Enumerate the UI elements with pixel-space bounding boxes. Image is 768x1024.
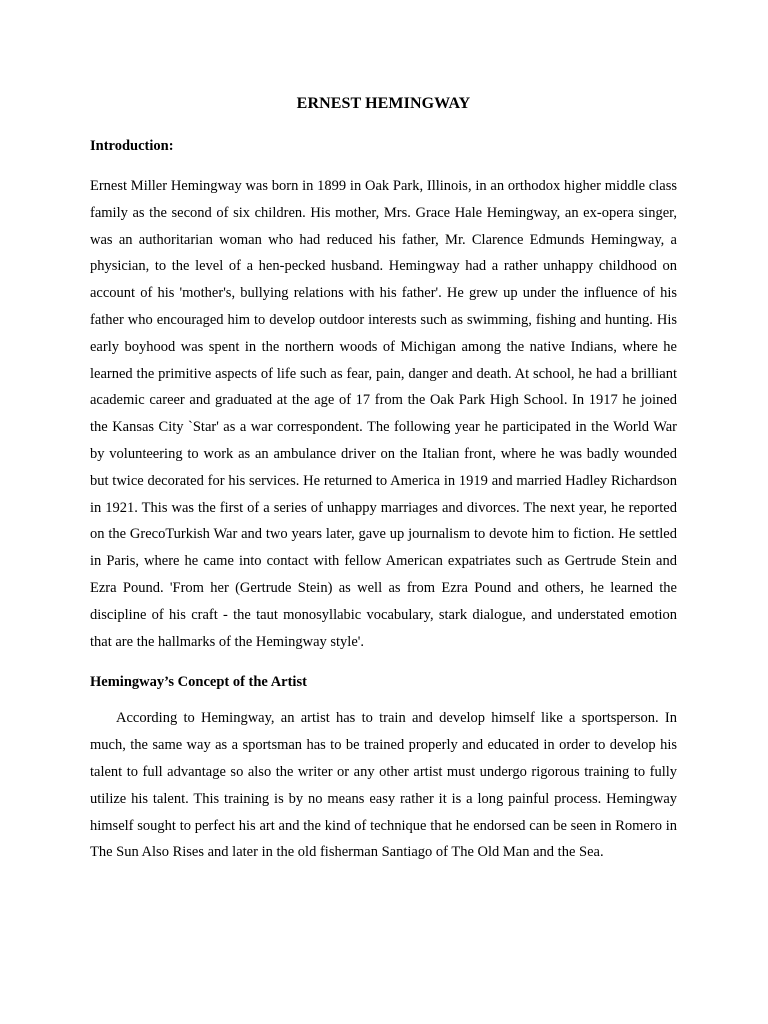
section-heading-concept-of-artist: Hemingway’s Concept of the Artist (90, 674, 307, 691)
section-heading-introduction: Introduction: (90, 138, 174, 154)
document-page (90, 94, 677, 866)
section-paragraph-introduction: Ernest Miller Hemingway was born in 1899 in Oak Park, Illinois, in an orthodox higher middle class family as the second of six children. His mother, Mrs. Grace Hale Hemingway, an ex-opera singer, was an authoritarian woman who had reduced his father, Mr. Clarence Edmunds Hemingway, a physician, to the level of a hen-pecked husband. Hemingway had a rather unhappy childhood on account of his 'mother's, bullying relations with his father'. He grew up under the influence of his father who encouraged him to develop outdoor interests such as swimming, fishing and hunting. His early boyhood was spent in the northern woods of Michigan among the native Indians, where he learned the primitive aspects of life such as fear, pain, danger and death. At school, he had a brilliant academic career and graduated at the age of 17 from the Oak Park High School. In 1917 he joined the Kansas City `Star' as a war correspondent. The following year he participated in the World War by volunteering to work as an ambulance driver on the Italian front, where he was badly wounded but twice decorated for his services. He returned to America in 1919 and married Hadley Richardson in 1921. This was the first of a series of unhappy marriages and divorces. The next year, he reported on the GrecoTurkish War and two years later, gave up journalism to devote him to fiction. He settled in Paris, where he came into contact with fellow American expatriates such as Gertrude Stein and Ezra Pound. 'From her (Gertrude Stein) as well as from Ezra Pound and others, he learned the discipline of his craft - the taut monosyllabic vocabulary, stark dialogue, and understated emotion that are the hallmarks of the Hemingway style'. (90, 178, 677, 650)
document-title: ERNEST HEMINGWAY (296, 95, 471, 112)
section-paragraph-concept-of-artist: According to Hemingway, an artist has to train and develop himself like a sportsperson. In much, the same way as a sportsman has to be trained properly and educated in order to develop his talent to full advantage so also the writer or any other artist must undergo rigorous training to fully utilize his talent. This training is by no means easy rather it is a long painful process. Hemingway himself sought to perfect his art and the kind of technique that he endorsed can be seen in Romero in The Sun Also Rises and later in the old fisherman Santiago of The Old Man and the Sea. (90, 710, 677, 861)
